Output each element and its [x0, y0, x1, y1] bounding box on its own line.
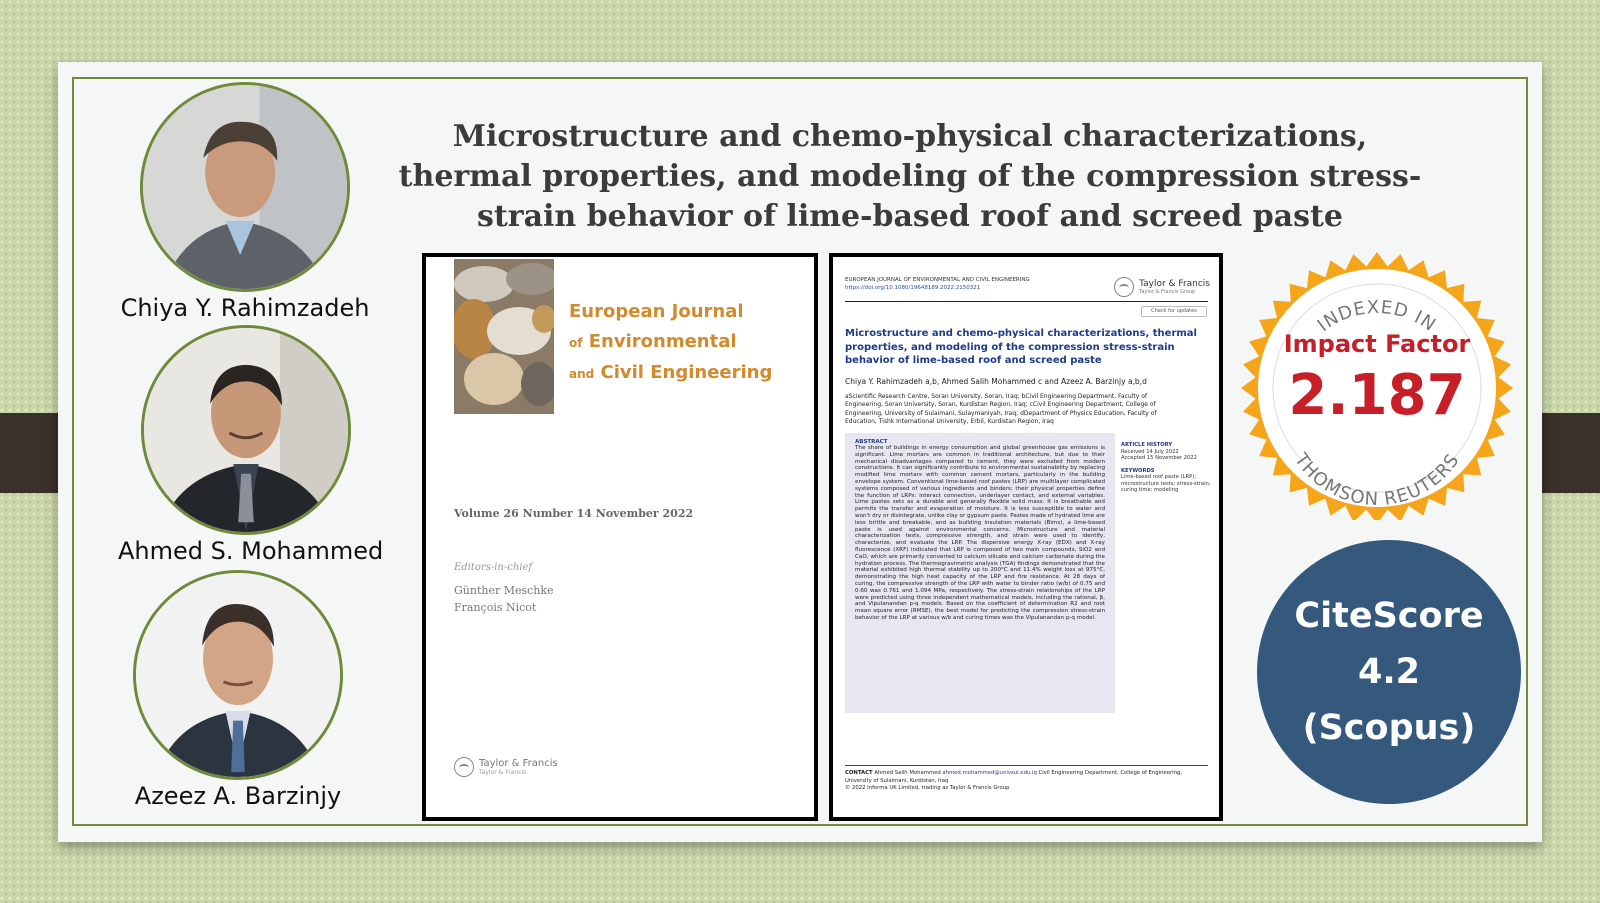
author-portrait-image	[143, 85, 347, 289]
article-history	[1121, 442, 1211, 494]
cover-editor: François Nicot	[454, 601, 537, 614]
cover-title-line: Civil Engineering	[600, 362, 773, 383]
article-publisher-sub: Taylor & Francis Group	[1139, 289, 1196, 295]
keywords: Lime-based roof paste (LRP); microstructure tests; stress-strain; curing time; modeling	[1121, 474, 1211, 493]
tf-logo-icon	[1114, 277, 1134, 297]
article-header	[845, 277, 1210, 295]
author-portrait-image	[144, 328, 348, 532]
paper-title: Microstructure and chemo-physical characterizations, thermal properties, and modeling of the compression stress-strain behavior of lime-based roof and screed paste	[398, 119, 1422, 234]
cover-editors	[454, 582, 554, 616]
cover-publisher: Taylor & Francis	[479, 758, 558, 769]
cover-stones-image	[454, 259, 554, 414]
contact-affil: Civil Engineering Department, College of Engineering, University of Sulaimani, Kurdistan, Iraq	[845, 770, 1183, 784]
article-first-page	[829, 253, 1223, 821]
citescore-value: 4.2	[1357, 652, 1420, 692]
cover-title-small: of	[569, 336, 583, 350]
copyright: © 2022 Informa UK Limited, trading as Taylor & Francis Group	[845, 785, 1010, 791]
check-updates-badge: Check for updates	[1141, 306, 1207, 317]
cover-editors-label: Editors-in-chief	[454, 562, 533, 573]
article-doi: https://doi.org/10.1080/19648189.2022.2150321	[845, 285, 981, 291]
article-journal-name: EUROPEAN JOURNAL OF ENVIRONMENTAL AND CIVIL ENGINEERING	[845, 277, 1030, 283]
author-1	[120, 82, 370, 322]
impact-factor-label: Impact Factor	[1283, 330, 1471, 358]
keywords-label: KEYWORDS	[1121, 467, 1155, 474]
journal-cover	[422, 253, 818, 821]
author-photo	[141, 325, 351, 535]
header-rule	[845, 301, 1208, 302]
author-photo	[133, 570, 343, 780]
article-title: Microstructure and chemo-physical characterizations, thermal properties, and modeling of the compression stress-strain behavior of lime-based roof and screed paste	[845, 328, 1197, 366]
impact-factor-value: 2.187	[1288, 363, 1466, 428]
citescore-source: (Scopus)	[1302, 708, 1476, 748]
contact-email[interactable]: ahmed.mohammed@univsul.edu.iq	[942, 770, 1037, 776]
article-publisher: Taylor & Francis	[1139, 279, 1210, 289]
cover-title-line: Environmental	[588, 331, 737, 352]
abstract-box	[845, 433, 1115, 713]
contact-footer	[845, 765, 1208, 793]
history-label: ARTICLE HISTORY	[1121, 442, 1173, 448]
author-portrait-image	[136, 573, 340, 777]
citescore-label: CiteScore	[1294, 596, 1484, 636]
author-3	[118, 570, 358, 810]
author-name: Ahmed S. Mohammed	[118, 537, 384, 565]
abstract-label: ABSTRACT	[855, 439, 888, 445]
cover-volume: Volume 26 Number 14 November 2022	[454, 507, 694, 520]
article-publisher-logo	[1114, 277, 1210, 297]
abstract-text: The share of buildings in energy consumption and global greenhouse gas emissions is significant. Lime mortars are common in traditional architecture, but due to their mechanical disadvantages compared to cement, they were excluded from modern constructions. It can significantly contribute to environmental sustainability by replacing modified lime mortars with common cement mortars, particularly in the building envelope system. Conventional lime-based roof pastes (LRP) are multilayer complicated systems composed of various ingredients and binders; their physical properties define the function of LRPs: interact connection, underlayer contact, and external variables. Lime pastes sets as a durable and generally flexible solid mass. It is breathable and permits the transfer and evaporation of moisture. It is less susceptible to water and won't dry or disintegrate, unlike clay or gypsum paste. Pastes made of hydrated lime are less brittle and breakable, and as building insulation materials (Bims), a lime-based paste is used against environmental concerns. Microstructure and material characterization tests, compressive strength, and strain were used to identify, characterize, and evaluate the LRP. The dispersive energy X-ray (EDX) and X-ray fluorescence (XRF) indicated that LRP is composed of two main compounds, SiO2 and CaO, which are primarily converted to calcium silicate and calcium carbonate during the hydration process. The thermogravimetric analysis (TGA) findings demonstrated that the material exhibited high thermal stability up to 200°C and 11.4% weight loss at 975°C, demonstrating the high heat capacity of the LRP and fire resistance. At 28 days of curing, the compressive strength of the LRP with water to binder ratio (w/b) of 0.75 and 0.60 was 0.761 and 1.094 MPa, respectively. The stress-strain relationships of the LRP were predicted using three independent mathematical models, including the rational, β, and Vipulanandan p-q models. Based on the coefficient of determination R2 and root mean square error (RMSE), the best model for predicting the compression stress-strain behavior of the LRP at various w/b and curing times was the Vipulanandan p-q model.	[855, 445, 1105, 621]
cover-title-line: European Journal	[569, 301, 744, 322]
article-affiliations: aScientific Research Centre, Soran University, Soran, Iraq; bCivil Engineering Department, Faculty of Engineering, Soran University, Soran, Kurdistan Region, Iraq; cCivil Engineering Department, College of Engineering, University of Sulaimani, Sulaymaniyah, Iraq; dDepartment of Physics Education, Faculty of Education, Tishk International University, Erbil, Kurdistan Region, Iraq	[845, 393, 1157, 426]
article-authors: Chiya Y. Rahimzadeh a,b, Ahmed Salih Mohammed c and Azeez A. Barzinjy a,b,d	[845, 377, 1147, 386]
accepted-date: Accepted 15 November 2022	[1121, 455, 1197, 461]
tf-logo-icon	[454, 757, 474, 777]
citescore-badge	[1257, 540, 1521, 804]
cover-journal-title	[569, 297, 809, 389]
received-date: Received 14 July 2022	[1121, 448, 1179, 455]
cover-publisher-sub: Taylor & Francis	[479, 769, 527, 776]
badge-bottom-arc: THOMSON REUTERS	[1290, 449, 1464, 511]
cover-editor: Günther Meschke	[454, 584, 554, 597]
cover-publisher-logo	[454, 757, 558, 777]
contact-name: Ahmed Salih Mohammed	[874, 770, 941, 776]
author-photo	[140, 82, 350, 292]
author-2	[118, 325, 384, 565]
badge-top-arc: INDEXED IN	[1313, 296, 1440, 337]
author-name: Azeez A. Barzinjy	[134, 782, 342, 810]
contact-label: CONTACT	[845, 770, 873, 776]
cover-title-small: and	[569, 367, 595, 381]
author-name: Chiya Y. Rahimzadeh	[120, 294, 370, 322]
